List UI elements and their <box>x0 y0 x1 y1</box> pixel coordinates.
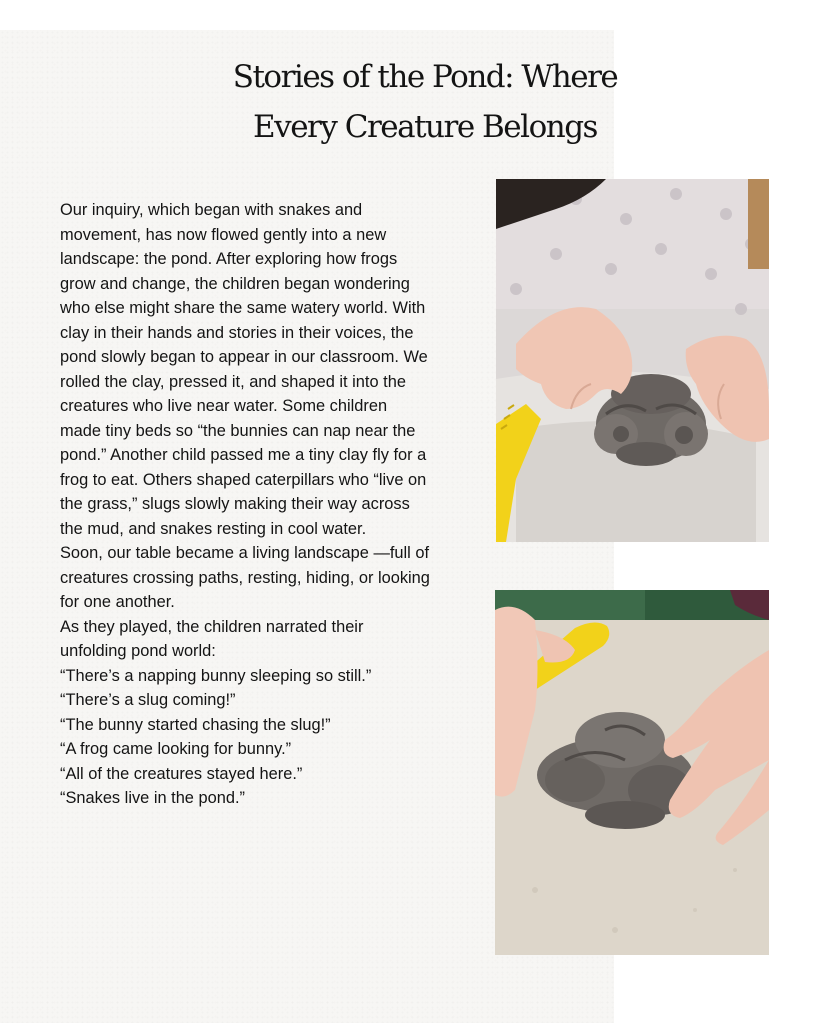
photo-child-shaping-clay-illustration <box>496 179 769 542</box>
quote-line: “A frog came looking for bunny.” <box>60 740 292 758</box>
title-line-2: Every Creature Belongs <box>253 109 597 145</box>
quote-line: “Snakes live in the pond.” <box>60 789 245 807</box>
photo-hands-pressing-clay-illustration <box>495 590 769 955</box>
page-title <box>140 52 710 152</box>
photo-hands-pressing-clay <box>495 590 769 955</box>
quote-line: “There’s a slug coming!” <box>60 691 236 709</box>
quote-line: “The bunny started chasing the slug!” <box>60 715 331 734</box>
quote-line: “All of the creatures stayed here.” <box>60 764 303 783</box>
story-text <box>60 198 430 811</box>
title-line-1: Stories of the Pond: Where <box>232 59 618 95</box>
paragraph-narration: As they played, the children narrated their unfolding pond world: <box>60 617 364 660</box>
paragraph-landscape: Soon, our table became a living landscape —full of creatures crossing paths, resting, hiding, or looking for one another. <box>60 544 430 611</box>
photo-child-shaping-clay <box>496 179 769 542</box>
paragraph-intro: Our inquiry, which began with snakes and movement, has now flowed gently into a new landscape: the pond. After exploring how frogs grow and change, the children began wondering who else might share the same watery world. With clay in their hands and stories in their voices, the pond slowly began to appear in our classroom. We rolled the clay, pressed it, and shaped it into the creatures who live near water. Some children made tiny beds so “the bunnies can nap near the pond.” Another child passed me a tiny clay fly for a frog to eat. Others shaped caterpillars who “live on the grass,” slugs slowly making their way across the mud, and snakes resting in cool water. <box>60 201 428 538</box>
quote-line: “There’s a napping bunny sleeping so still.” <box>60 666 372 685</box>
